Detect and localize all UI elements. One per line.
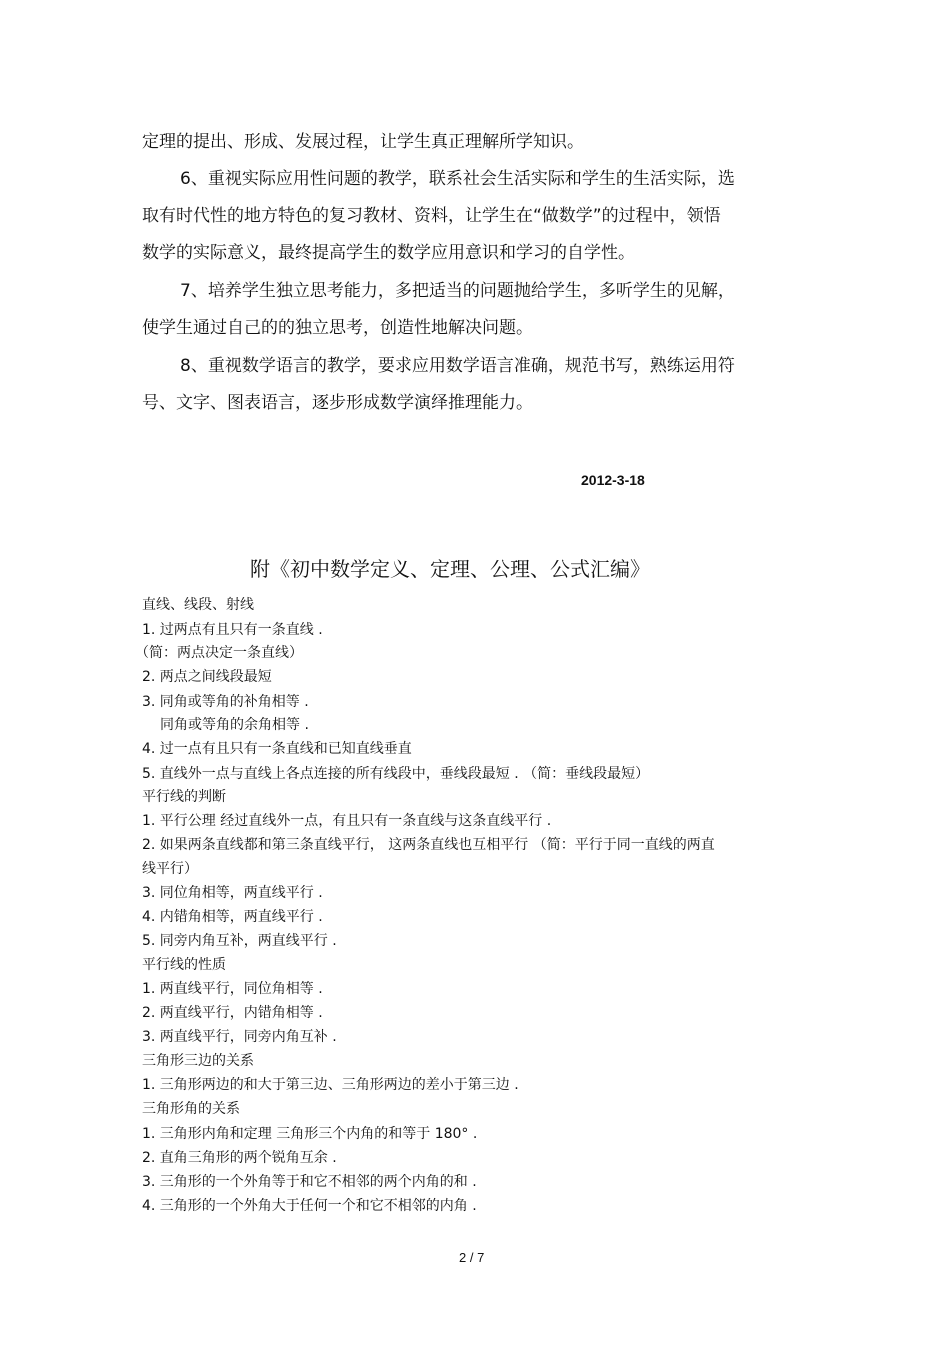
list-item: 1. 平行公理 经过直线外一点，有且只有一条直线与这条直线平行 . xyxy=(142,813,552,829)
list-item: 1. 三角形内角和定理 三角形三个内角的和等于 180° . xyxy=(142,1126,478,1142)
page-number: 2 / 7 xyxy=(459,1250,485,1265)
heading-triangle-sides: 三角形三边的关系 xyxy=(142,1053,254,1069)
list-item: （简：两点决定一条直线） xyxy=(135,645,303,661)
list-item: 4. 过一点有且只有一条直线和已知直线垂直 xyxy=(142,741,412,757)
heading-parallel-criteria: 平行线的判断 xyxy=(142,789,226,805)
list-item: 同角或等角的余角相等 . xyxy=(160,717,309,733)
item-7-line-1: 7、培养学生独立思考能力，多把适当的问题抛给学生，多听学生的见解， xyxy=(180,281,735,301)
list-item: 3. 三角形的一个外角等于和它不相邻的两个内角的和 . xyxy=(142,1174,477,1190)
list-item: 1. 三角形两边的和大于第三边、三角形两边的差小于第三边 . xyxy=(142,1077,519,1093)
list-item: 2. 如果两条直线都和第三条直线平行， 这两条直线也互相平行 （简：平行于同一直线的两直 xyxy=(142,837,715,853)
list-item: 4. 三角形的一个外角大于任何一个和它不相邻的内角 . xyxy=(142,1198,477,1214)
list-item: 3. 同角或等角的补角相等 . xyxy=(142,694,309,710)
item-6-line-1: 6、重视实际应用性问题的教学，联系社会生活实际和学生的生活实际，选 xyxy=(180,169,735,189)
appendix-title: 附《初中数学定义、定理、公理、公式汇编》 xyxy=(250,557,650,581)
item-6-line-3: 数学的实际意义，最终提高学生的数学应用意识和学习的自学性。 xyxy=(142,243,635,263)
list-item: 2. 两直线平行，内错角相等 . xyxy=(142,1005,323,1021)
list-item: 3. 两直线平行，同旁内角互补 . xyxy=(142,1029,337,1045)
list-item: 2. 直角三角形的两个锐角互余 . xyxy=(142,1150,337,1166)
intro-line-1: 定理的提出、形成、发展过程，让学生真正理解所学知识。 xyxy=(142,132,584,152)
item-7-line-2: 使学生通过自己的的独立思考，创造性地解决问题。 xyxy=(142,318,533,338)
item-6-line-2: 取有时代性的地方特色的复习教材、资料，让学生在“做数学”的过程中，领悟 xyxy=(142,206,721,226)
heading-lines-segments-rays: 直线、线段、射线 xyxy=(142,597,254,613)
list-item: 线平行） xyxy=(142,861,198,877)
list-item: 5. 直线外一点与直线上各点连接的所有线段中，垂线段最短 . （简：垂线段最短） xyxy=(142,766,650,782)
heading-parallel-properties: 平行线的性质 xyxy=(142,957,226,973)
list-item: 4. 内错角相等，两直线平行 . xyxy=(142,909,323,925)
list-item: 2. 两点之间线段最短 xyxy=(142,669,272,685)
heading-triangle-angles: 三角形角的关系 xyxy=(142,1101,240,1117)
item-8-line-1: 8、重视数学语言的教学，要求应用数学语言准确，规范书写，熟练运用符 xyxy=(180,356,735,376)
list-item: 1. 两直线平行，同位角相等 . xyxy=(142,981,323,997)
date-stamp: 2012-3-18 xyxy=(581,472,645,488)
list-item: 5. 同旁内角互补，两直线平行 . xyxy=(142,933,337,949)
list-item: 1. 过两点有且只有一条直线 . xyxy=(142,622,323,638)
list-item: 3. 同位角相等，两直线平行 . xyxy=(142,885,323,901)
item-8-line-2: 号、文字、图表语言，逐步形成数学演绎推理能力。 xyxy=(142,393,533,413)
